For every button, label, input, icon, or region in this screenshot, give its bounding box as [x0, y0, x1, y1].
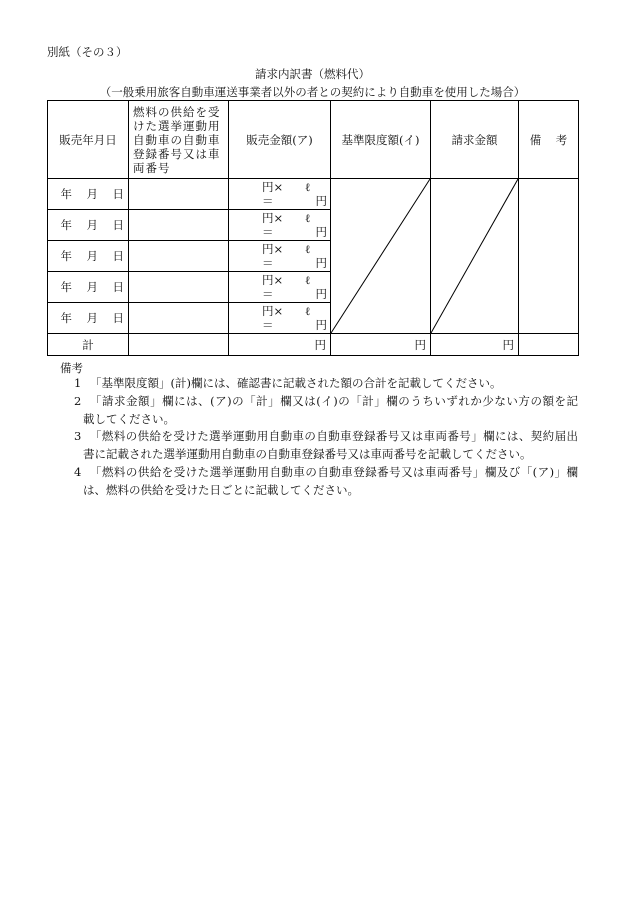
sale-amount-cell [229, 241, 331, 272]
note-text-line: 書に記載された選挙運動用自動車の自動車登録番号又は車両番号を記載してください。 [83, 447, 532, 462]
header-standard-limit: 基準限度額(イ) [331, 101, 431, 179]
table-row [48, 179, 579, 210]
sale-date-cell: 年 月 日 [48, 241, 129, 272]
header-vehicle-id [129, 101, 229, 179]
document-title: 請求内訳書（燃料代） [255, 67, 370, 81]
total-claim-amount-cell: 円 [431, 334, 519, 356]
total-row [48, 334, 579, 356]
liter-unit: ℓ [305, 180, 311, 194]
unit-price-yen-times: 円× [262, 180, 284, 194]
note-item [0, 464, 630, 500]
note-number: 1 [74, 376, 82, 390]
attachment-label: 別紙（その３） [47, 45, 128, 59]
sale-date-cell: 年 月 日 [48, 210, 129, 241]
header-claim-amount: 請求金額 [431, 101, 519, 179]
total-standard-limit-cell: 円 [331, 334, 431, 356]
amount-yen-unit: 円 [315, 318, 327, 332]
liter-unit: ℓ [305, 211, 311, 225]
sale-date-cell: 年 月 日 [48, 303, 129, 334]
note-text-line: 「基準限度額」(計)欄には、確認書に記載された額の合計を記載してください。 [90, 376, 502, 390]
amount-yen-unit: 円 [315, 256, 327, 270]
sale-date-cell: 年 月 日 [48, 272, 129, 303]
header-vehicle-id-line: 両番号 [133, 160, 171, 175]
unit-price-yen-times: 円× [262, 242, 284, 256]
equals-sign: ＝ [262, 256, 274, 270]
vehicle-id-cell [129, 303, 229, 334]
note-number: 4 [74, 464, 82, 479]
unit-price-yen-times: 円× [262, 304, 284, 318]
document-subtitle: （一般乗用旅客自動車運送事業者以外の者との契約により自動車を使用した場合） [99, 85, 526, 99]
sale-date-cell: 年 月 日 [48, 179, 129, 210]
note-text-line: 「燃料の供給を受けた選挙運動用自動車の自動車登録番号又は車両番号」欄には、契約届出 [90, 429, 578, 444]
header-vehicle-id-line: けた選挙運動用 [133, 118, 221, 133]
header-sale-amount: 販売金額(ア) [229, 101, 331, 179]
diagonal-strike-line [331, 179, 430, 333]
standard-limit-struck-cell [331, 179, 431, 334]
amount-yen-unit: 円 [315, 225, 327, 239]
note-number: 3 [74, 429, 82, 444]
note-number: 2 [74, 393, 82, 408]
header-vehicle-id-line: 燃料の供給を受 [133, 104, 221, 119]
table-header-row [48, 101, 579, 179]
header-vehicle-id-line: 登録番号又は車 [133, 146, 221, 161]
liter-unit: ℓ [305, 242, 311, 256]
remarks-cell [519, 179, 579, 334]
total-vehicle-id-cell [129, 334, 229, 356]
equals-sign: ＝ [262, 194, 274, 208]
claim-amount-struck-cell [431, 179, 519, 334]
header-remarks: 備 考 [519, 101, 579, 179]
liter-unit: ℓ [305, 304, 311, 318]
equals-sign: ＝ [262, 287, 274, 301]
amount-yen-unit: 円 [315, 194, 327, 208]
notes-heading: 備考 [60, 361, 83, 375]
sale-amount-cell [229, 272, 331, 303]
sale-amount-cell [229, 303, 331, 334]
header-vehicle-id-line: 自動車の自動車 [133, 132, 221, 147]
equals-sign: ＝ [262, 318, 274, 332]
amount-yen-unit: 円 [315, 287, 327, 301]
unit-price-yen-times: 円× [262, 273, 284, 287]
note-text-line: は、燃料の供給を受けた日ごとに記載してください。 [83, 482, 359, 497]
note-item [0, 393, 630, 429]
header-sale-date: 販売年月日 [48, 101, 129, 179]
vehicle-id-cell [129, 272, 229, 303]
note-text-line: 「請求金額」欄には、(ア)の「計」欄又は(イ)の「計」欄のうちいずれか少ない方の額を記 [90, 393, 578, 408]
total-remarks-cell [519, 334, 579, 356]
unit-price-yen-times: 円× [262, 211, 284, 225]
equals-sign: ＝ [262, 225, 274, 239]
note-item [0, 375, 630, 393]
vehicle-id-cell [129, 210, 229, 241]
notes-list [0, 375, 630, 500]
sale-amount-cell [229, 179, 331, 210]
vehicle-id-cell [129, 241, 229, 272]
note-text-line: 載してください。 [83, 411, 175, 426]
note-text-line: 「燃料の供給を受けた選挙運動用自動車の自動車登録番号又は車両番号」欄及び「(ア)」欄 [90, 464, 578, 479]
diagonal-strike-line [431, 179, 518, 333]
note-item [0, 428, 630, 464]
total-sale-amount-cell: 円 [229, 334, 331, 356]
liter-unit: ℓ [305, 273, 311, 287]
vehicle-id-cell [129, 179, 229, 210]
sale-amount-cell [229, 210, 331, 241]
fuel-claim-breakdown-table [47, 100, 579, 356]
total-label: 計 [48, 334, 129, 356]
